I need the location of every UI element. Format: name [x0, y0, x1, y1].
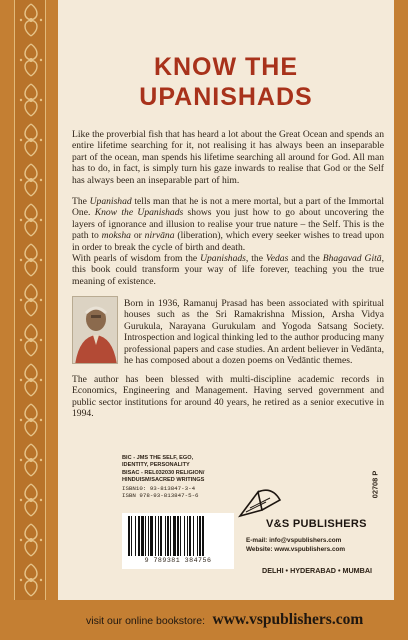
isbn-13: ISBN 978-93-813847-5-6 — [122, 492, 199, 500]
blurb-paragraph-3: With pearls of wisdom from the Upanishads, the Vedas and the Bhagavad Gitā, this book could transform your way of life forever, teaching you the true meaning of existence. — [72, 253, 385, 287]
barcode — [122, 513, 234, 569]
barcode-bars — [126, 516, 230, 556]
bookstore-url[interactable]: www.vspublishers.com — [212, 611, 364, 628]
author-bio: Born in 1936, Ramanuj Prasad has been associated with spiritual houses such as the Sri Ramakrishna Mission, Arsha Vidya Gurukula, Narayana Gurukulam and Yogoda Satsang Society. Introspection and logical thinking led to the author producing many professional papers and case studies. An ardent believer in Vedānta, he has composed about a dozen poems on Vedāntic themes. — [124, 298, 384, 367]
right-border — [394, 0, 408, 600]
publisher-name: V&S PUBLISHERS — [266, 518, 367, 530]
bisac-line-1: BISAC - REL032030 RELIGION/ — [122, 469, 205, 476]
ornamental-border-strip — [14, 0, 46, 600]
bookstore-lead: visit our online bookstore: — [86, 615, 206, 627]
blurb-paragraph-1: Like the proverbial fish that has heard a lot about the Great Ocean and spends an entire lifetime searching for it, not realising it has always been an inseparable part of the ocean, man spends his lifetime searching all around for God. All man has to do, in fact, is simply turn his gaze inwards to realise that God or the Self has always been an inseparable part of him. — [72, 129, 384, 186]
isbn-10: ISBN10: 93-813847-3-4 — [122, 484, 196, 492]
book-title-line1: KNOW THE — [153, 53, 299, 81]
author-credentials: The author has been blessed with multi-discipline academic records in Economics, Engineering and Management. Having served government and public sector institutions for around 40 years, he retired as a senior executive in 1994. — [72, 374, 384, 420]
book-title — [58, 52, 394, 112]
barcode-digits: 9 789381 384756 — [144, 557, 212, 564]
publisher-contact — [246, 536, 386, 554]
publisher-cities: DELHI • HYDERABAD • MUMBAI — [262, 566, 373, 575]
publisher-code: 02708 P — [370, 470, 380, 499]
bisac-line-2: HINDUISM/SACRED WRITINGS — [122, 477, 205, 484]
ornament-pattern — [15, 0, 47, 600]
publisher-email: E-mail: info@vspublishers.com — [246, 537, 342, 544]
book-title-line2: UPANISHADS — [139, 83, 313, 111]
publisher-website: Website: www.vspublishers.com — [246, 546, 346, 553]
author-photo — [72, 296, 118, 364]
blurb-paragraph-2: The Upanishad tells man that he is not a mere mortal, but a part of the Immortal One. Know the Upanishads shows you just how to go about uncovering the layers of ignorance and illusion to realise your true nature – the Self. This is the path to moksha or nirvāna (liberation), which every seeker wishes to tread upon in order to break the cycle of birth and death. — [72, 196, 385, 253]
online-bookstore-line — [86, 611, 363, 629]
bic-line-2: IDENTITY, PERSONALITY — [122, 462, 190, 469]
bic-line-1: BIC - JMS THE SELF, EGO, — [122, 455, 194, 461]
